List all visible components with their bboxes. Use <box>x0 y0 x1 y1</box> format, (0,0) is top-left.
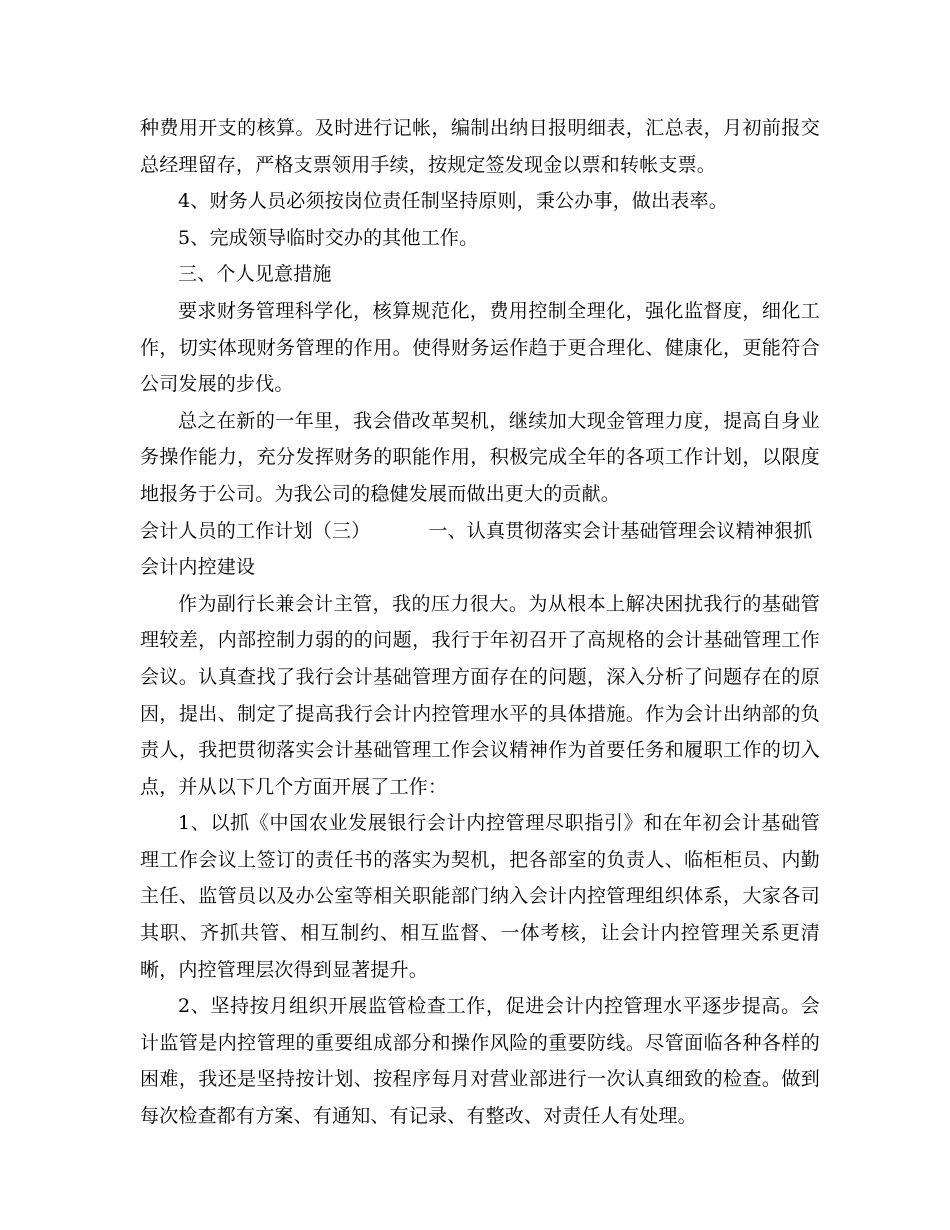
paragraph-expense-accounting: 种费用开支的核算。及时进行记帐，编制出纳日报明细表，汇总表，月初前报交总经理留存，严格支票领用手续，按规定签发现金以票和转帐支票。 <box>140 117 820 176</box>
plan-title-line <box>140 513 820 586</box>
paragraph-item-4: 4、财务人员必须按岗位责任制坚持原则，秉公办事，做出表率。 <box>178 190 728 213</box>
section-heading-measures: 三、个人见意措施 <box>178 263 332 286</box>
paragraph-requirements: 要求财务管理科学化，核算规范化，费用控制全理化，强化监督度，细化工作，切实体现财务管理的作用。使得财务运作趋于更合理化、健康化，更能符合公司发展的步伐。 <box>140 299 820 396</box>
paragraph-role-intro: 作为副行长兼会计主管，我的压力很大。为从根本上解决困扰我行的基础管理较差，内部控制力弱的的问题，我行于年初召开了高规格的会计基础管理工作会议。认真查找了我行会计基础管理方面存在的问题，深入分析了问题存在的原因，提出、制定了提高我行会计内控管理水平的具体措施。作为会计出纳部的负责人，我把贯彻落实会计基础管理工作会议精神作为首要任务和履职工作的切入点，并从以下几个方面开展了工作： <box>140 592 820 798</box>
plan-first-point: 一、认真贯彻落实会计基础管理会议精神狠抓会计内控建设 <box>140 519 813 579</box>
paragraph-point-2: 2、坚持按月组织开展监管检查工作，促进会计内控管理水平逐步提高。会计监管是内控管理的重要组成部分和操作风险的重要防线。尽管面临各种各样的困难，我还是坚持按计划、按程序每月对营业部进行一次认真细致的检查。做到每次检查都有方案、有通知、有记录、有整改、对责任人有处理。 <box>140 995 820 1128</box>
paragraph-item-5: 5、完成领导临时交办的其他工作。 <box>178 226 479 249</box>
paragraph-summary: 总之在新的一年里，我会借改革契机，继续加大现金管理力度，提高自身业务操作能力，充分发挥财务的职能作用，积极完成全年的各项工作计划，以限度地报务于公司。为我公司的稳健发展而做出更大的贡献。 <box>140 409 820 505</box>
paragraph-point-1: 1、以抓《中国农业发展银行会计内控管理尽职指引》和在年初会计基础管理工作会议上签订的责任书的落实为契机，把各部室的负责人、临柜柜员、内勤主任、监管员以及办公室等相关职能部门纳入会计内控管理组织体系，大家各司其职、齐抓共管、相互制约、相互监督、一体考核，让会计内控管理关系更清晰，内控管理层次得到显著提升。 <box>140 812 820 981</box>
document-body <box>140 110 820 1135</box>
plan-title: 会计人员的工作计划（三） <box>140 519 371 542</box>
